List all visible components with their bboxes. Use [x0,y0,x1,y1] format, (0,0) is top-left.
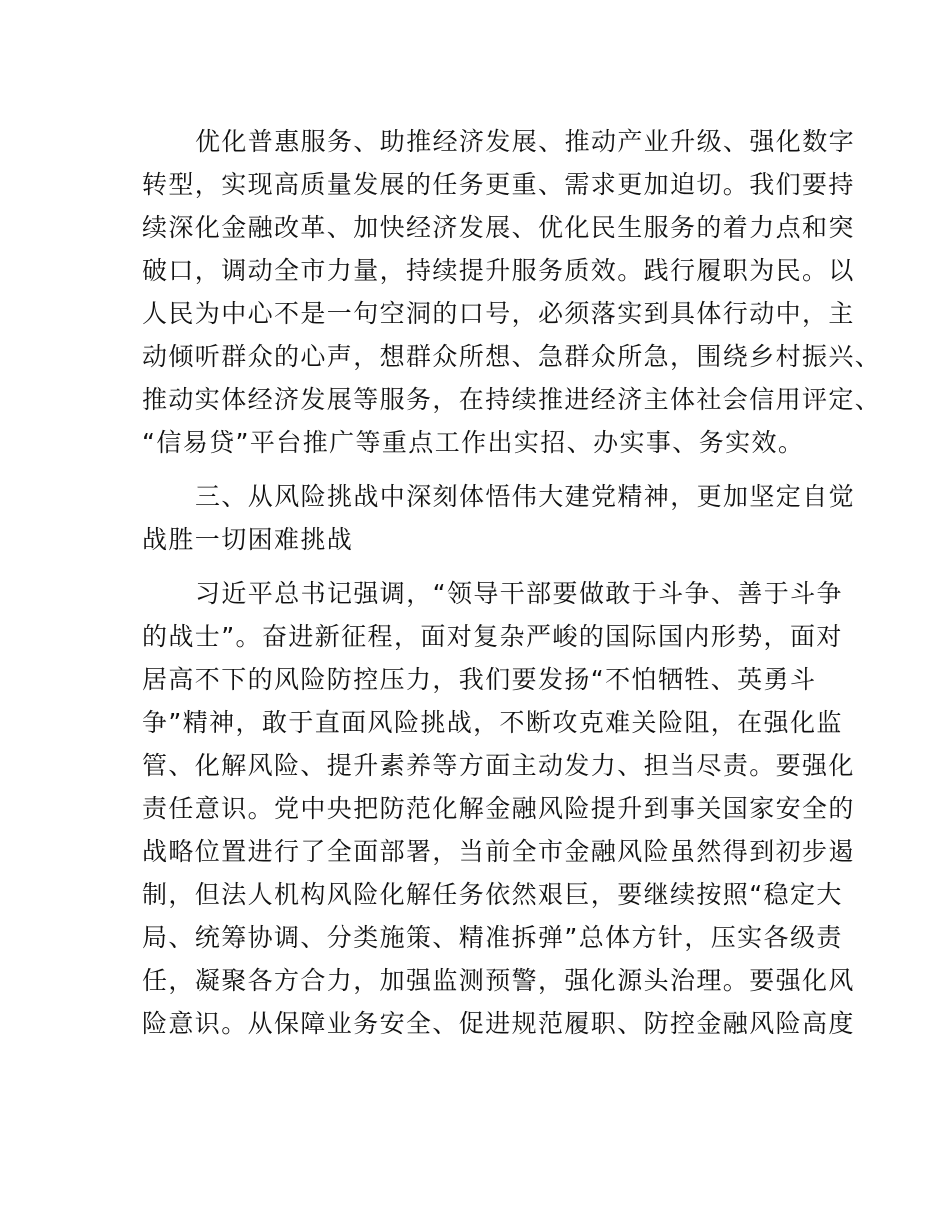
text-line: 任，凝聚各方合力，加强监测预警，强化源头治理。要强化风 [142,966,855,995]
text-line: 制，但法人机构风险化解任务依然艰巨，要继续按照“稳定大 [142,880,843,909]
paragraph-risk-challenge [142,572,855,1045]
text-line: 争”精神，敢于直面风险挑战，不断攻克难关险阻，在强化监 [142,708,843,737]
text-line: 责任意识。党中央把防范化解金融风险提升到事关国家安全的 [142,794,855,823]
text-line: 居高不下的风险防控压力，我们要发扬“不怕牺牲、英勇斗 [142,665,817,694]
text-line: 动倾听群众的心声，想群众所想、急群众所急，围绕乡村振兴、 [142,342,882,371]
text-line: 的战士”。奋进新征程，面对复杂严峻的国际国内形势，面对 [142,622,843,651]
text-line: 局、统筹协调、分类施策、精准拆弹”总体方针，压实各级责 [142,923,843,952]
text-line: 破口，调动全市力量，持续提升服务质效。践行履职为民。以 [142,256,855,285]
heading-line: 三、从风险挑战中深刻体悟伟大建党精神，更加坚定自觉 [195,482,856,511]
text-line: 战略位置进行了全面部署，当前全市金融风险虽然得到初步遏 [142,837,855,866]
section-heading-three [142,475,856,561]
text-line: 续深化金融改革、加快经济发展、优化民生服务的着力点和突 [142,213,855,242]
text-line: 险意识。从保障业务安全、促进规范履职、防控金融风险高度 [142,1009,855,1038]
text-line: 习近平总书记强调，“领导干部要做敢于斗争、善于斗争 [195,579,843,608]
paragraph-service-upgrade [142,120,882,464]
text-line: 转型，实现高质量发展的任务更重、需求更加迫切。我们要持 [142,170,855,199]
text-line: “信易贷”平台推广等重点工作出实招、办实事、务实效。 [142,428,805,457]
document-page [142,120,882,1056]
text-line: 管、化解风险、提升素养等方面主动发力、担当尽责。要强化 [142,751,855,780]
text-line: 推动实体经济发展等服务，在持续推进经济主体社会信用评定、 [142,385,882,414]
heading-line: 战胜一切困难挑战 [142,525,354,554]
text-line: 优化普惠服务、助推经济发展、推动产业升级、强化数字 [195,127,856,156]
text-line: 人民为中心不是一句空洞的口号，必须落实到具体行动中，主 [142,299,855,328]
